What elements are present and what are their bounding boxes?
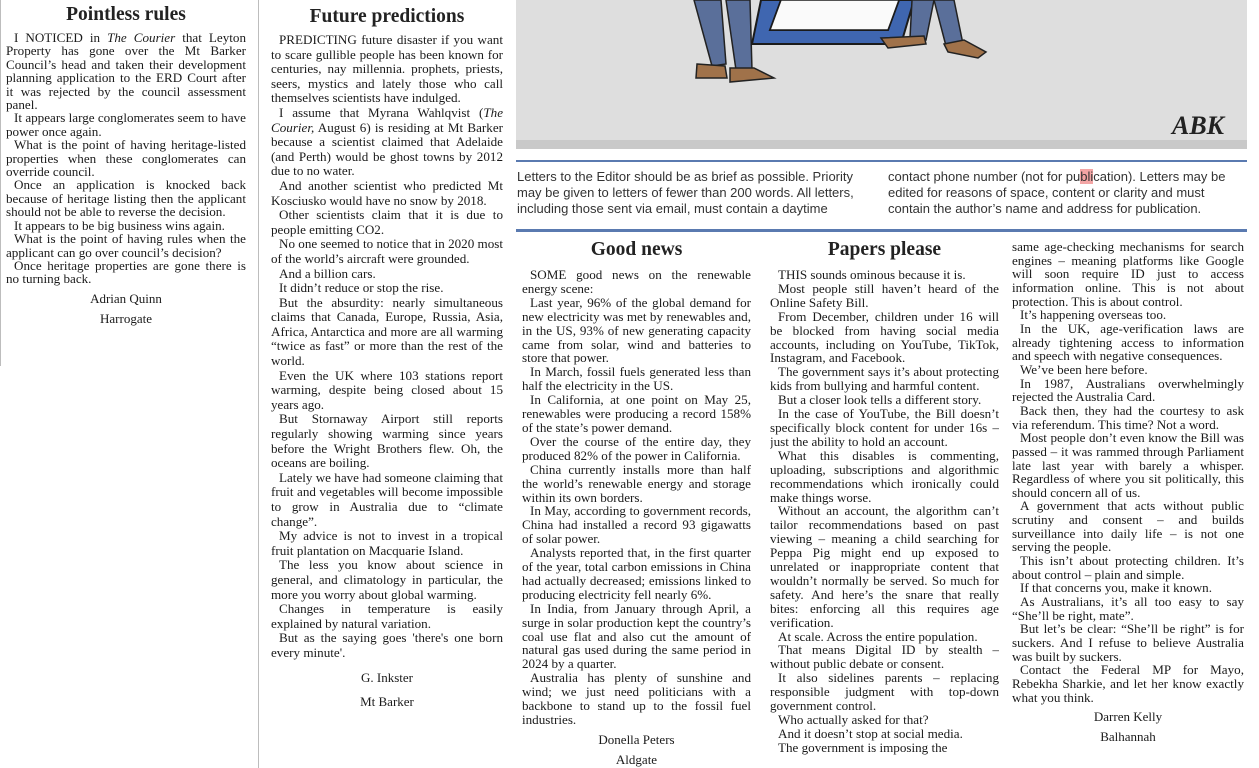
letter-paragraph: PREDICTING future disaster if you want to scare gullible people has been known for centuries, nay millennia. prophets, priests, seers, mystics and lately those who call themselves scientists have indulged. (271, 32, 503, 106)
letter-paragraph: Over the course of the entire day, they produced 82% of the power in California. (522, 433, 751, 463)
cartoon-signature: ABK (1172, 111, 1225, 140)
letter-paragraph: Once heritage properties are gone there is no turning back. (6, 257, 246, 287)
notice-text-left: Letters to the Editor should be as brief as possible. Priority may be given to letters of fewer than 200 words. All letters, including those sent via email, must contain a daytime (517, 169, 854, 216)
letter-paragraph: In the UK, age-verification laws are already tightening access to information and speech with negative consequences. (1012, 320, 1244, 364)
letter-paragraph: From December, children under 16 will be blocked from having social media accounts, including on YouTube, TikTok, Instagram, and Facebook. (770, 308, 999, 366)
letter-paragraph: SOME good news on the renewable energy scene: (522, 267, 751, 296)
letter-paragraph: At scale. Across the entire population. (778, 628, 978, 644)
author-town: Balhannah (1100, 729, 1156, 745)
letter-paragraph: But a closer look tells a different story. (778, 392, 982, 408)
letter-paragraph: Analysts reported that, in the first quarter of the year, total carbon emissions in China had actually decreased; emissions linked to producing electricity fell nearly 6%. (522, 545, 751, 602)
cartoon-image (516, 0, 1247, 149)
letter-paragraph: Contact the Federal MP for Mayo, Rebekha Sharkie, and let her know exactly what you think. (1012, 662, 1244, 705)
letter-paragraph: And it doesn’t stop at social media. (778, 725, 963, 741)
letter-paragraph: It appears to be big business wins again. (14, 217, 225, 233)
column-divider (0, 0, 1, 366)
author-town: Mt Barker (360, 693, 414, 709)
letter-paragraph: And another scientist who predicted Mt Kosciusko would have no snow by 2018. (271, 177, 503, 208)
letter-paragraph: As Australians, it’s all too easy to say “She’ll be right, mate”. (1012, 594, 1244, 623)
letter-paragraph: Most people still haven’t heard of the Online Safety Bill. (770, 280, 999, 310)
letter-paragraph: What this disables is commenting, uploading, subscriptions and algorithmic recommendations which ironically could make things worse. (770, 447, 999, 505)
letter-paragraph: A government that acts without public scrutiny and consent – and builds surveillance into daily life – is not one serving the people. (1012, 498, 1244, 555)
search-highlight: bli (1080, 169, 1094, 184)
letter-title: Good news (590, 239, 683, 260)
letter-paragraph: It’s happening overseas too. (1020, 307, 1167, 323)
letter-paragraph: In California, at one point on May 25, renewables were producing a record 158% of the state’s power demand. (522, 392, 751, 435)
letter-paragraph: We’ve been here before. (1020, 361, 1148, 377)
letter-pointless-rules (6, 0, 246, 326)
cartoon-illustration (516, 0, 1247, 149)
letter-paragraph: What is the point of having heritage-listed properties when these conglomerates can override council. (6, 137, 246, 180)
letter-paragraph: This isn’t about protecting children. It’s about control – plain and simple. (1012, 553, 1244, 582)
letter-paragraph: In 1987, Australians overwhelmingly rejected the Australia Card. (1012, 375, 1244, 405)
letter-title: Papers please (827, 239, 942, 260)
letter-paragraph: It appears large conglomerates seem to have power once again. (6, 110, 246, 139)
author-name: G. Inkster (361, 669, 413, 685)
letter-paragraph: In the case of YouTube, the Bill doesn’t specifically block content for under 16s – just the ability to hold an account. (770, 406, 999, 449)
letter-paragraph: Once an application is knocked back because of heritage listing then the applicant should not be able to reverse the decision. (6, 177, 246, 220)
letter-paragraph: But the absurdity: nearly simultaneous claims that Canada, Europe, Russia, Asia, Africa, Antarctica and more are all warming “twice as fast” or more than the rest of the world. (271, 294, 503, 369)
letter-paragraph: Who actually asked for that? (778, 712, 929, 727)
letter-paragraph: I assume that Myrana Wahlqvist (The Courier, August 6) is residing at Mt Barker because a scientist claimed that Adelaide (and Perth) would be ghost towns by 2012 due to no water. (271, 104, 503, 179)
letter-good-news (522, 238, 751, 767)
author-town: Harrogate (100, 310, 152, 326)
notice-bottom-rule (516, 229, 1247, 232)
letter-papers-please-continued (1012, 240, 1244, 744)
author-name: Darren Kelly (1093, 709, 1163, 725)
letter-paragraph: But Stornaway Airport still reports regularly showing warming since years before the Wright Brothers flew. Oh, the oceans are boiling. (271, 411, 503, 471)
letter-paragraph: What is the point of having rules when the applicant can go over council’s decision? (6, 231, 246, 260)
letter-paragraph: In India, from January through April, a surge in solar production kept the country’s coal use flat and also cut the amount of natural gas used during the same period in 2024 by a quarter. (522, 600, 751, 672)
letter-paragraph: Without an account, the algorithm can’t tailor recommendations based on past viewing – meaning a child searching for Peppa Pig might end up exposed to unrelated or inappropriate content that wouldn’t normally be served. So much for safety. And here’s the snare that really bites: enforcing all this requires age verification. (770, 503, 999, 630)
letter-paragraph: And a billion cars. (279, 265, 376, 281)
letter-paragraph: Most people don’t even know the Bill was passed – it was rammed through Parliament late last year with barely a whisper. Regardless of where you sit politically, this should concern all of us. (1012, 430, 1244, 500)
letter-paragraph: same age-checking mechanisms for search engines – meaning platforms like Google will soon require ID just to access information online. This is not about protection. This is about control. (1012, 240, 1244, 309)
notice-top-rule (516, 160, 1247, 162)
letter-future-predictions (271, 0, 503, 709)
letter-paragraph: In May, according to government records, China had installed a record 93 gigawatts of solar power. (522, 503, 751, 547)
letter-paragraph: Australia has plenty of sunshine and wind; we just need politicians with a backbone to stand up to the fossil fuel industries. (522, 670, 751, 727)
letter-paragraph: It didn’t reduce or stop the rise. (279, 280, 444, 296)
letter-paragraph: Last year, 96% of the global demand for new electricity was met by renewables and, in the US, 93% of new generating capacity came from solar, wind and batteries to store that power. (522, 294, 751, 366)
letter-paragraph: The government says it’s about protecting kids from bullying and harmful content. (770, 364, 999, 394)
letter-title: Future predictions (309, 6, 465, 27)
letter-papers-please (770, 238, 999, 755)
letter-paragraph: That means Digital ID by stealth – without public debate or consent. (770, 642, 999, 672)
letter-paragraph: If that concerns you, make it known. (1020, 580, 1212, 596)
letter-title: Pointless rules (66, 4, 186, 25)
author-town: Aldgate (615, 751, 658, 767)
letter-paragraph: China currently installs more than half the world’s renewable energy and storage within its own borders. (522, 461, 751, 505)
letter-paragraph: Even the UK where 103 stations report warming, despite being closed about 15 years ago. (271, 367, 503, 412)
letter-paragraph: The less you know about science in general, and climatology in particular, the more you worry about global warming. (271, 557, 503, 602)
letter-paragraph: Changes in temperature is easily explained by natural variation. (271, 601, 503, 631)
letter-paragraph: THIS sounds ominous because it is. (778, 267, 966, 282)
letter-paragraph: But let’s be clear: “She’ll be right” is for suckers. And I refuse to believe Australia was built by suckers. (1012, 621, 1244, 664)
letter-paragraph: In March, fossil fuels generated less than half the electricity in the US. (522, 364, 751, 394)
letter-paragraph: My advice is not to invest in a tropical fruit plantation on Macquarie Island. (271, 528, 503, 558)
letter-paragraph: Other scientists claim that it is due to people emitting CO2. (271, 207, 503, 237)
letter-paragraph: No one seemed to notice that in 2020 most of the world’s aircraft were grounded. (271, 236, 503, 266)
letter-paragraph: The government is imposing the (778, 739, 948, 755)
notice-text-right: contact phone number (not for publication). Letters may be edited for reasons of space, content or clarity and must contain the author’s name and address for publication. (888, 169, 1226, 216)
author-name: Donella Peters (598, 731, 675, 747)
letter-paragraph: But as the saying goes 'there's one born every minute'. (271, 630, 503, 660)
letter-paragraph: Back then, they had the courtesy to ask via referendum. This time? Not a word. (1012, 402, 1244, 432)
letter-paragraph: It also sidelines parents – replacing responsible judgment with top-down government control. (770, 670, 999, 714)
author-name: Adrian Quinn (90, 290, 162, 306)
letter-paragraph: I NOTICED in The Courier that Leyton Property has gone over the Mt Barker Council’s head and taken their development planning application to the ERD Court after it was rejected by the council assessment panel. (6, 30, 246, 113)
column-divider (258, 0, 259, 768)
letter-paragraph: Lately we have had someone claiming that fruit and vegetables will become impossible to grow in Australia due to “climate change”. (271, 469, 503, 529)
